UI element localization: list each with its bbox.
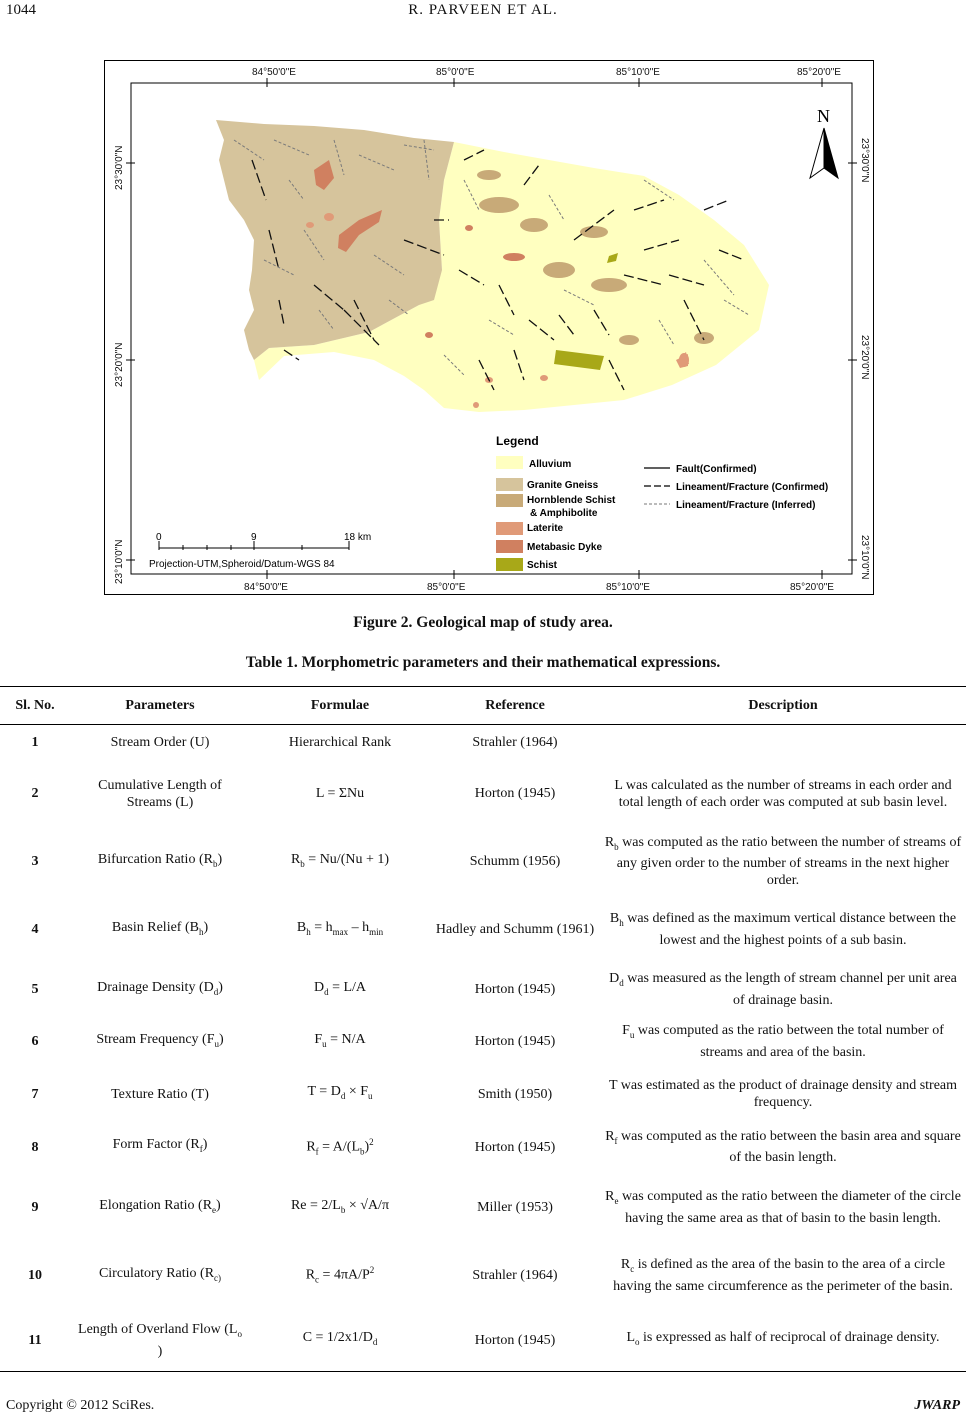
- row-formula: $T = D_d \times F_u$: [307, 1084, 373, 1101]
- bottom-lon-label-3: 85°10'0"E: [606, 582, 650, 593]
- top-lon-label-4: 85°20'0"E: [797, 67, 841, 78]
- row-formula: $C = 1/2x1/D_d$: [250, 1310, 430, 1372]
- bottom-lon-label-1: 84°50'0"E: [244, 582, 288, 593]
- top-lon-label-1: 84°50'0"E: [252, 67, 296, 78]
- row-parameter: Texture Ratio (T): [111, 1086, 209, 1102]
- row-parameter: Stream Order (U): [110, 734, 210, 750]
- right-lat-label-1: 23°30'0"N: [859, 138, 870, 183]
- col-header-slno: Sl. No.: [0, 687, 70, 725]
- left-lat-label-3: 23°10'0"N: [114, 539, 125, 584]
- legend-alluvium: Alluvium: [529, 459, 572, 470]
- row-reference: Hadley and Schumm (1961): [435, 922, 595, 937]
- legend-hornblende-schist: Hornblende Schist: [527, 495, 616, 506]
- row-description: T was estimated as the product of drainage density and stream frequency.: [608, 1078, 958, 1110]
- legend-lineament-inferred: Lineament/Fracture (Inferred): [676, 500, 816, 511]
- row-description: $R_b$ was computed as the ratio between the number of streams of any given order to the number of streams in the next higher order.: [604, 834, 962, 889]
- table-caption: Table 1. Morphometric parameters and their mathematical expressions.: [245, 654, 721, 671]
- table-row: [0, 725, 966, 760]
- col-header-formulae: Formulae: [250, 687, 430, 725]
- row-number: 8: [31, 1139, 39, 1155]
- row-description: $D_d$ was measured as the length of stream channel per unit area of drainage basin.: [609, 971, 957, 1008]
- row-description: $R_c$ is defined as the area of the basin to the area of a circle having the same circumference as the perimeter of the basin.: [613, 1257, 953, 1294]
- running-header: [0, 2, 966, 24]
- row-number: 3: [31, 854, 39, 869]
- row-number: 7: [31, 1086, 39, 1102]
- row-description: $F_u$ was computed as the ratio between the total number of streams and area of the basin.: [622, 1023, 944, 1060]
- row-description: $R_f$ was computed as the ratio between the basin area and square of the basin length.: [605, 1128, 961, 1166]
- table-row: [0, 964, 966, 1016]
- row-reference: Smith (1950): [477, 1086, 553, 1102]
- scale-label-9: 9: [251, 532, 257, 543]
- row-reference: Horton (1945): [474, 982, 556, 997]
- bottom-lon-label-4: 85°20'0"E: [790, 582, 834, 593]
- row-reference: Strahler (1964): [472, 1268, 558, 1283]
- table-row: [0, 1310, 966, 1372]
- row-parameter: Circulatory Ratio ($R_{c)}$: [98, 1265, 222, 1283]
- row-number: 11: [0, 1310, 70, 1372]
- copyright-notice: Copyright © 2012 SciRes.: [6, 1398, 155, 1413]
- journal-name: JWARP: [914, 1398, 960, 1413]
- row-parameter: Drainage Density $(D_d)$: [97, 979, 223, 997]
- row-parameter: Cumulative Length of Streams (L): [98, 777, 222, 810]
- row-formula: $R_b = Nu/(Nu + 1)$: [290, 851, 390, 869]
- legend-laterite: Laterite: [527, 523, 564, 534]
- top-lon-label-3: 85°10'0"E: [616, 67, 660, 78]
- row-formula: $R_f = A/(L_b)^2$: [306, 1136, 374, 1157]
- row-parameter: Form Factor $(R_f)$: [112, 1137, 208, 1154]
- legend-schist: Schist: [527, 560, 558, 571]
- projection-note: Projection-UTM,Spheroid/Datum-WGS 84: [149, 559, 335, 570]
- row-reference: Miller (1953): [477, 1200, 553, 1215]
- row-number: 1: [31, 734, 39, 750]
- morphometric-table: [0, 686, 966, 1372]
- page-number: 1044: [6, 2, 36, 18]
- row-formula: $Re = 2/L_b \times √A/\pi$: [290, 1197, 390, 1215]
- figure-caption: Figure 2. Geological map of study area.: [353, 614, 613, 631]
- legend-title: Legend: [496, 434, 539, 448]
- table-row: [0, 828, 966, 896]
- table-row: [0, 1016, 966, 1068]
- geological-map: [104, 60, 874, 595]
- row-formula: L = ΣNu: [315, 786, 365, 801]
- row-formula: $R_c = 4\pi A/P^2$: [305, 1265, 375, 1285]
- right-lat-label-3: 23°10'0"N: [859, 535, 870, 580]
- row-description: L was calculated as the number of streams in each order and total length of each order was computed at sub basin level.: [614, 777, 952, 810]
- legend-lineament-confirmed: Lineament/Fracture (Confirmed): [676, 482, 829, 493]
- running-title: R. PARVEEN ET AL.: [408, 2, 558, 18]
- row-number: 2: [31, 786, 39, 801]
- row-parameter: Stream Frequency $(F_u)$: [96, 1031, 224, 1049]
- row-formula: $F_u = N/A$: [314, 1031, 366, 1049]
- row-description: $B_h$ was defined as the maximum vertical distance between the lowest and the highest points of a sub basin.: [609, 911, 957, 948]
- table-row: [0, 1068, 966, 1121]
- col-header-parameters: Parameters: [70, 687, 250, 725]
- page-footer: [6, 1398, 960, 1414]
- row-reference: Horton (1945): [474, 786, 556, 801]
- row-parameter: Length of Overland Flow ($L_o$ ): [70, 1310, 250, 1372]
- legend-granite-gneiss: Granite Gneiss: [527, 480, 599, 491]
- left-lat-label-1: 23°30'0"N: [114, 145, 125, 190]
- row-formula: $D_d = L/A$: [313, 979, 367, 997]
- table-row: [0, 1242, 966, 1310]
- row-description: $R_e$ was computed as the ratio between the diameter of the circle having the same area as that of basin to the basin length.: [605, 1189, 961, 1226]
- scale-label-0: 0: [156, 532, 162, 543]
- row-reference: Horton (1945): [474, 1139, 556, 1155]
- row-number: 4: [31, 922, 39, 937]
- legend-fault: Fault(Confirmed): [676, 464, 757, 475]
- table-row: [0, 1174, 966, 1242]
- row-reference: Horton (1945): [474, 1034, 556, 1049]
- bottom-lon-label-2: 85°0'0"E: [427, 582, 466, 593]
- row-parameter: Elongation Ratio $(R_e)$: [99, 1197, 221, 1215]
- row-number: 10: [28, 1268, 42, 1283]
- table-row: [0, 760, 966, 828]
- row-parameter: Basin Relief $(B_h)$: [111, 919, 209, 937]
- row-description: [600, 725, 966, 760]
- row-formula: $B_h = h_{max} - h_{min}$: [296, 919, 384, 937]
- right-lat-label-2: 23°20'0"N: [859, 335, 870, 380]
- row-reference: Schumm (1956): [469, 854, 561, 869]
- row-number: 5: [31, 982, 39, 997]
- legend-amphibolite: & Amphibolite: [530, 508, 598, 519]
- north-label: N: [817, 106, 830, 126]
- table-header-row: [0, 687, 966, 725]
- top-lon-label-2: 85°0'0"E: [436, 67, 475, 78]
- row-number: 6: [31, 1034, 39, 1049]
- table-row: [0, 896, 966, 964]
- row-reference: Strahler (1964): [472, 734, 558, 750]
- row-description: $L_o$ is expressed as half of reciprocal of drainage density.: [600, 1310, 966, 1372]
- row-reference: Horton (1945): [430, 1310, 600, 1372]
- col-header-description: Description: [600, 687, 966, 725]
- left-lat-label-2: 23°20'0"N: [114, 342, 125, 387]
- row-formula: Hierarchical Rank: [288, 734, 392, 750]
- scale-label-18: 18 km: [344, 532, 372, 543]
- row-number: 9: [31, 1200, 39, 1215]
- table-row: [0, 1121, 966, 1174]
- row-parameter: Bifurcation Ratio $(R_b)$: [97, 851, 223, 869]
- col-header-reference: Reference: [430, 687, 600, 725]
- legend-metabasic-dyke: Metabasic Dyke: [527, 542, 603, 553]
